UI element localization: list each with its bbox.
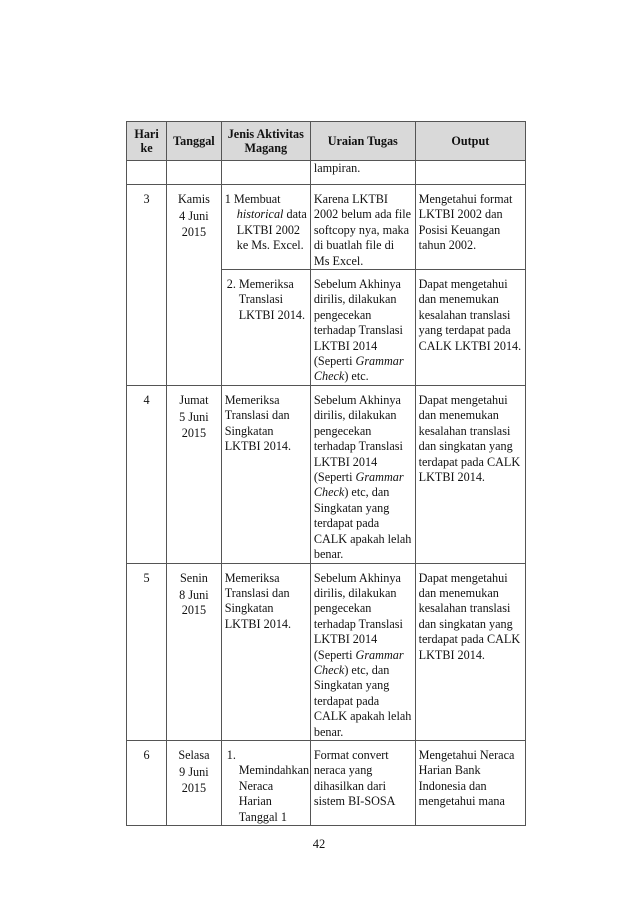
- cell-output: Mengetahui format LKTBI 2002 dan Posisi Keuangan tahun 2002.: [415, 185, 525, 270]
- cell-empty: [221, 161, 310, 185]
- table-row: [127, 185, 526, 270]
- jenis-rest: data LKTBI 2002 ke Ms. Excel.: [236, 207, 307, 253]
- cell-tanggal: [167, 563, 222, 740]
- uraian-italic: Grammar Check: [313, 470, 404, 500]
- cell-uraian: [310, 563, 415, 740]
- header-uraian-tugas: Uraian Tugas: [310, 122, 415, 161]
- cell-uraian: Format convert neraca yang dihasilkan dari sistem BI-SOSA: [310, 740, 415, 825]
- jenis-text: 2. Memeriksa Translasi LKTBI 2014.: [226, 277, 306, 322]
- day-name: Kamis: [178, 192, 210, 206]
- cell-output: Dapat mengetahui dan menemukan kesalahan translasi yang terdapat pada CALK LKTBI 2014.: [415, 270, 525, 386]
- date-text: 8 Juni 2015: [179, 587, 209, 618]
- header-tanggal: Tanggal: [167, 122, 222, 161]
- table-row: [127, 563, 526, 740]
- cell-hari: 3: [127, 185, 167, 386]
- cell-hari: 6: [127, 740, 167, 825]
- date-text: 9 Juni 2015: [179, 765, 209, 795]
- cell-jenis: Memeriksa Translasi dan Singkatan LKTBI 2014.: [221, 386, 310, 563]
- cell-jenis: Memeriksa Translasi dan Singkatan LKTBI 2014.: [221, 563, 310, 740]
- internship-activity-table: [126, 121, 526, 826]
- day-name: Selasa: [178, 747, 210, 762]
- uraian-text-end: ) etc.: [344, 369, 369, 384]
- cell-tanggal: [167, 740, 222, 825]
- cell-uraian: [310, 270, 415, 386]
- cell-output: Mengetahui Neraca Harian Bank Indonesia dan mengetahui mana: [415, 740, 525, 825]
- header-output: Output: [415, 122, 525, 161]
- cell-empty: [415, 161, 525, 185]
- jenis-text: 1. Memindahkan Neraca Harian Tanggal 1: [226, 747, 310, 824]
- day-name: Jumat: [179, 393, 209, 408]
- uraian-text-end: ) etc, dan Singkatan yang terdapat pada CALK apakah lelah benar.: [313, 485, 412, 562]
- cell-output: Dapat mengetahui dan menemukan kesalahan translasi dan singkatan yang terdapat pada CALK LKTBI 2014.: [415, 563, 525, 740]
- header-jenis-aktivitas: Jenis Aktivitas Magang: [221, 122, 310, 161]
- cell-empty: [167, 161, 222, 185]
- cell-jenis: [221, 270, 310, 386]
- table-row: [127, 386, 526, 563]
- cell-uraian: lampiran.: [310, 161, 415, 185]
- cell-hari: 4: [127, 386, 167, 563]
- cell-empty: [127, 161, 167, 185]
- date-text: 5 Juni 2015: [179, 410, 209, 440]
- table-row: [127, 740, 526, 825]
- jenis-italic: historical: [236, 207, 284, 222]
- uraian-italic: Grammar Check: [313, 354, 404, 384]
- header-hari-ke: Hari ke: [127, 122, 167, 161]
- table-header-row: [127, 122, 526, 161]
- cell-tanggal: [167, 185, 222, 386]
- date-text: 4 Juni 2015: [179, 209, 209, 239]
- cell-uraian: [310, 386, 415, 563]
- cell-output: Dapat mengetahui dan menemukan kesalahan translasi dan singkatan yang terdapat pada CALK LKTBI 2014.: [415, 386, 525, 563]
- uraian-text-end: ) etc, dan Singkatan yang terdapat pada CALK apakah lelah benar.: [313, 662, 412, 739]
- cell-hari: 5: [127, 563, 167, 740]
- cell-jenis: [221, 740, 310, 825]
- jenis-cont: [225, 207, 307, 253]
- day-name: Senin: [180, 570, 208, 585]
- uraian-text: Sebelum Akhinya dirilis, dilakukan pengecekan terhadap Translasi LKTBI 2014 (Seperti: [313, 393, 403, 485]
- table-row-continuation: [127, 161, 526, 185]
- jenis-line-1: 1 Membuat: [224, 192, 281, 206]
- cell-tanggal: [167, 386, 222, 563]
- uraian-text: Sebelum Akhinya dirilis, dilakukan pengecekan terhadap Translasi LKTBI 2014 (Seperti: [313, 277, 403, 369]
- uraian-text: Sebelum Akhinya dirilis, dilakukan pengecekan terhadap Translasi LKTBI 2014 (Seperti: [313, 570, 403, 662]
- cell-uraian: Karena LKTBI 2002 belum ada file softcopy nya, maka di buatlah file di Ms Excel.: [310, 185, 415, 270]
- cell-jenis: [221, 185, 310, 270]
- page-number: 42: [312, 837, 326, 851]
- uraian-italic: Grammar Check: [313, 647, 404, 677]
